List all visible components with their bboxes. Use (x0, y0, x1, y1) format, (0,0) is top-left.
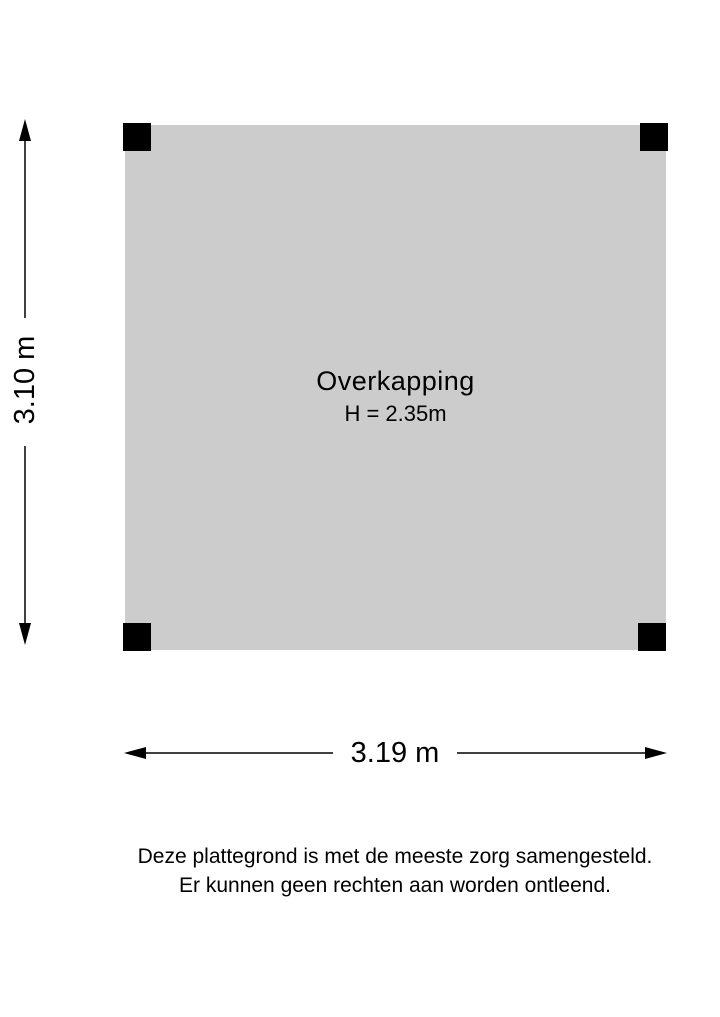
width-dimension-label: 3.19 m (350, 737, 440, 769)
arrow-left-icon (124, 747, 146, 759)
room-name: Overkapping (316, 366, 475, 396)
post-top-right (640, 123, 668, 151)
room-height: H = 2.35m (344, 401, 447, 426)
post-bottom-right (638, 623, 666, 651)
post-top-left (123, 123, 151, 151)
post-bottom-left (123, 623, 151, 651)
room-label (125, 368, 666, 425)
arrow-up-icon (19, 119, 31, 141)
height-dimension-label: 3.10 m (9, 335, 41, 425)
disclaimer-line-1: Deze plattegrond is met de meeste zorg samengesteld. (137, 845, 653, 868)
arrow-down-icon (19, 623, 31, 645)
disclaimer-line-2: Er kunnen geen rechten aan worden ontleend. (179, 874, 611, 897)
disclaimer (0, 842, 720, 900)
arrow-right-icon (645, 747, 667, 759)
